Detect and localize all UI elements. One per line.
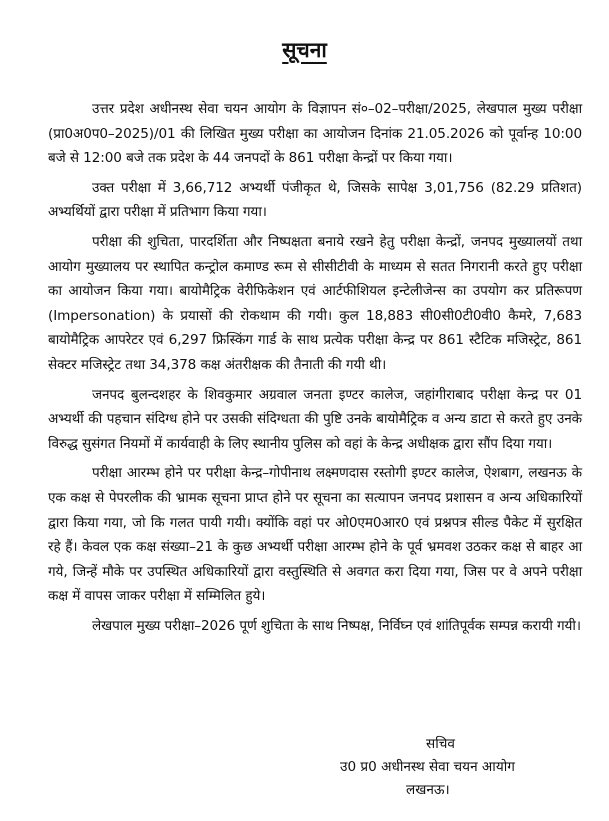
signature-designation: सचिव (426, 736, 455, 752)
signature-organization: उ0 प्र0 अधीनस्थ सेवा चयन आयोग (340, 759, 515, 775)
paragraph-attendance: उक्त परीक्षा में 3,66,712 अभ्यर्थी पंजीकृत थे, जिसके सापेक्ष 3,01,756 (82.29 प्रतिशत) अभ्यर्थियों द्वारा परीक्षा में प्रतिभाग किया गया। (48, 179, 582, 221)
notice-title: सूचना (282, 38, 327, 62)
paragraph-conclusion: लेखपाल मुख्य परीक्षा–2026 पूर्ण शुचिता के साथ निष्पक्ष, निर्विघ्न एवं शांतिपूर्वक सम्पन्न करायी गयी। (92, 617, 581, 634)
paragraph-paperleak-rumour: परीक्षा आरम्भ होने पर परीक्षा केन्द्र–गोपीनाथ लक्ष्मणदास रस्तोगी इण्टर कालेज, ऐशबाग, लखनऊ के एक कक्ष से पेपरलीक की भ्रामक सूचना प्राप्त होने पर सूचना का सत्यापन जनपद प्रशासन व अन्य अधिकारियों द्वारा किया गया, जो कि गलत पायी गयी। क्योंकि वहां पर ओ0एम0आर0 एवं प्रश्नपत्र सील्ड पैकेट में सुरक्षित रहे हैं। केवल एक कक्ष संख्या–21 के कुछ अभ्यर्थी परीक्षा आरम्भ होने के पूर्व भ्रमवश उठकर कक्ष से बाहर आ गये, जिन्हें मौके पर उपस्थित अधिकारियों द्वारा वस्तुस्थिति से अवगत करा दिया गया, जिस पर वे अपने परीक्षा कक्ष में वापस जाकर परीक्षा में सम्मिलित हुये। (48, 465, 582, 605)
signature-place: लखनऊ। (406, 782, 450, 798)
paragraph-exam-conduct: उत्तर प्रदेश अधीनस्थ सेवा चयन आयोग के विज्ञापन सं०–02–परीक्षा/2025, लेखपाल मुख्य परीक्षा (प्रा0अ0प0–2025)/01 की लिखित मुख्य परीक्षा का आयोजन दिनांक 21.05.2026 को पूर्वान्ह 10:00 बजे से 12:00 बजे तक प्रदेश के 44 जनपदों के 861 परीक्षा केन्द्रों पर किया गया। (48, 101, 582, 167)
notice-body (48, 97, 582, 643)
paragraph-security-measures: परीक्षा की शुचिता, पारदर्शिता और निष्पक्षता बनाये रखने हेतु परीक्षा केन्द्रों, जनपद मुख्यालयों तथा आयोग मुख्यालय पर स्थापित कन्ट्रोल कमाण्ड रूम से सीसीटीवी के माध्यम से सतत निगरानी करते हुए परीक्षा का आयोजन किया गया। बायोमैट्रिक वेरीफिकेशन एवं आर्टफीशियल इन्टेलीजेन्स का उपयोग कर प्रतिरूपण (Impersonation) के प्रयासों की रोकथाम की गयी। कुल 18,883 सी0सी0टी0वी0 कैमरे, 7,683 बायोमैट्रिक आपरेटर एवं 6,297 फ्रिस्किंग गार्ड के साथ प्रत्येक परीक्षा केन्द्र पर 861 स्टैटिक मजिस्ट्रेट, 861 सेक्टर मजिस्ट्रेट तथा 34,378 कक्ष अंतरीक्षक की तैनाती की गयी थी। (48, 233, 582, 373)
signature-block (340, 733, 590, 802)
paragraph-bulandshahr-incident: जनपद बुलन्दशहर के शिवकुमार अग्रवाल जनता इण्टर कालेज, जहांगीराबाद परीक्षा केन्द्र पर 01 अभ्यर्थी की पहचान संदिग्ध होने पर उसकी संदिग्धता की पुष्टि उनके बायोमैट्रिक व अन्य डाटा से करते हुए उनके विरुद्ध सुसंगत नियमों में कार्यवाही के लिए स्थानीय पुलिस को वहां के केन्द्र अधीक्षक द्वारा सौंप दिया गया। (48, 386, 582, 452)
